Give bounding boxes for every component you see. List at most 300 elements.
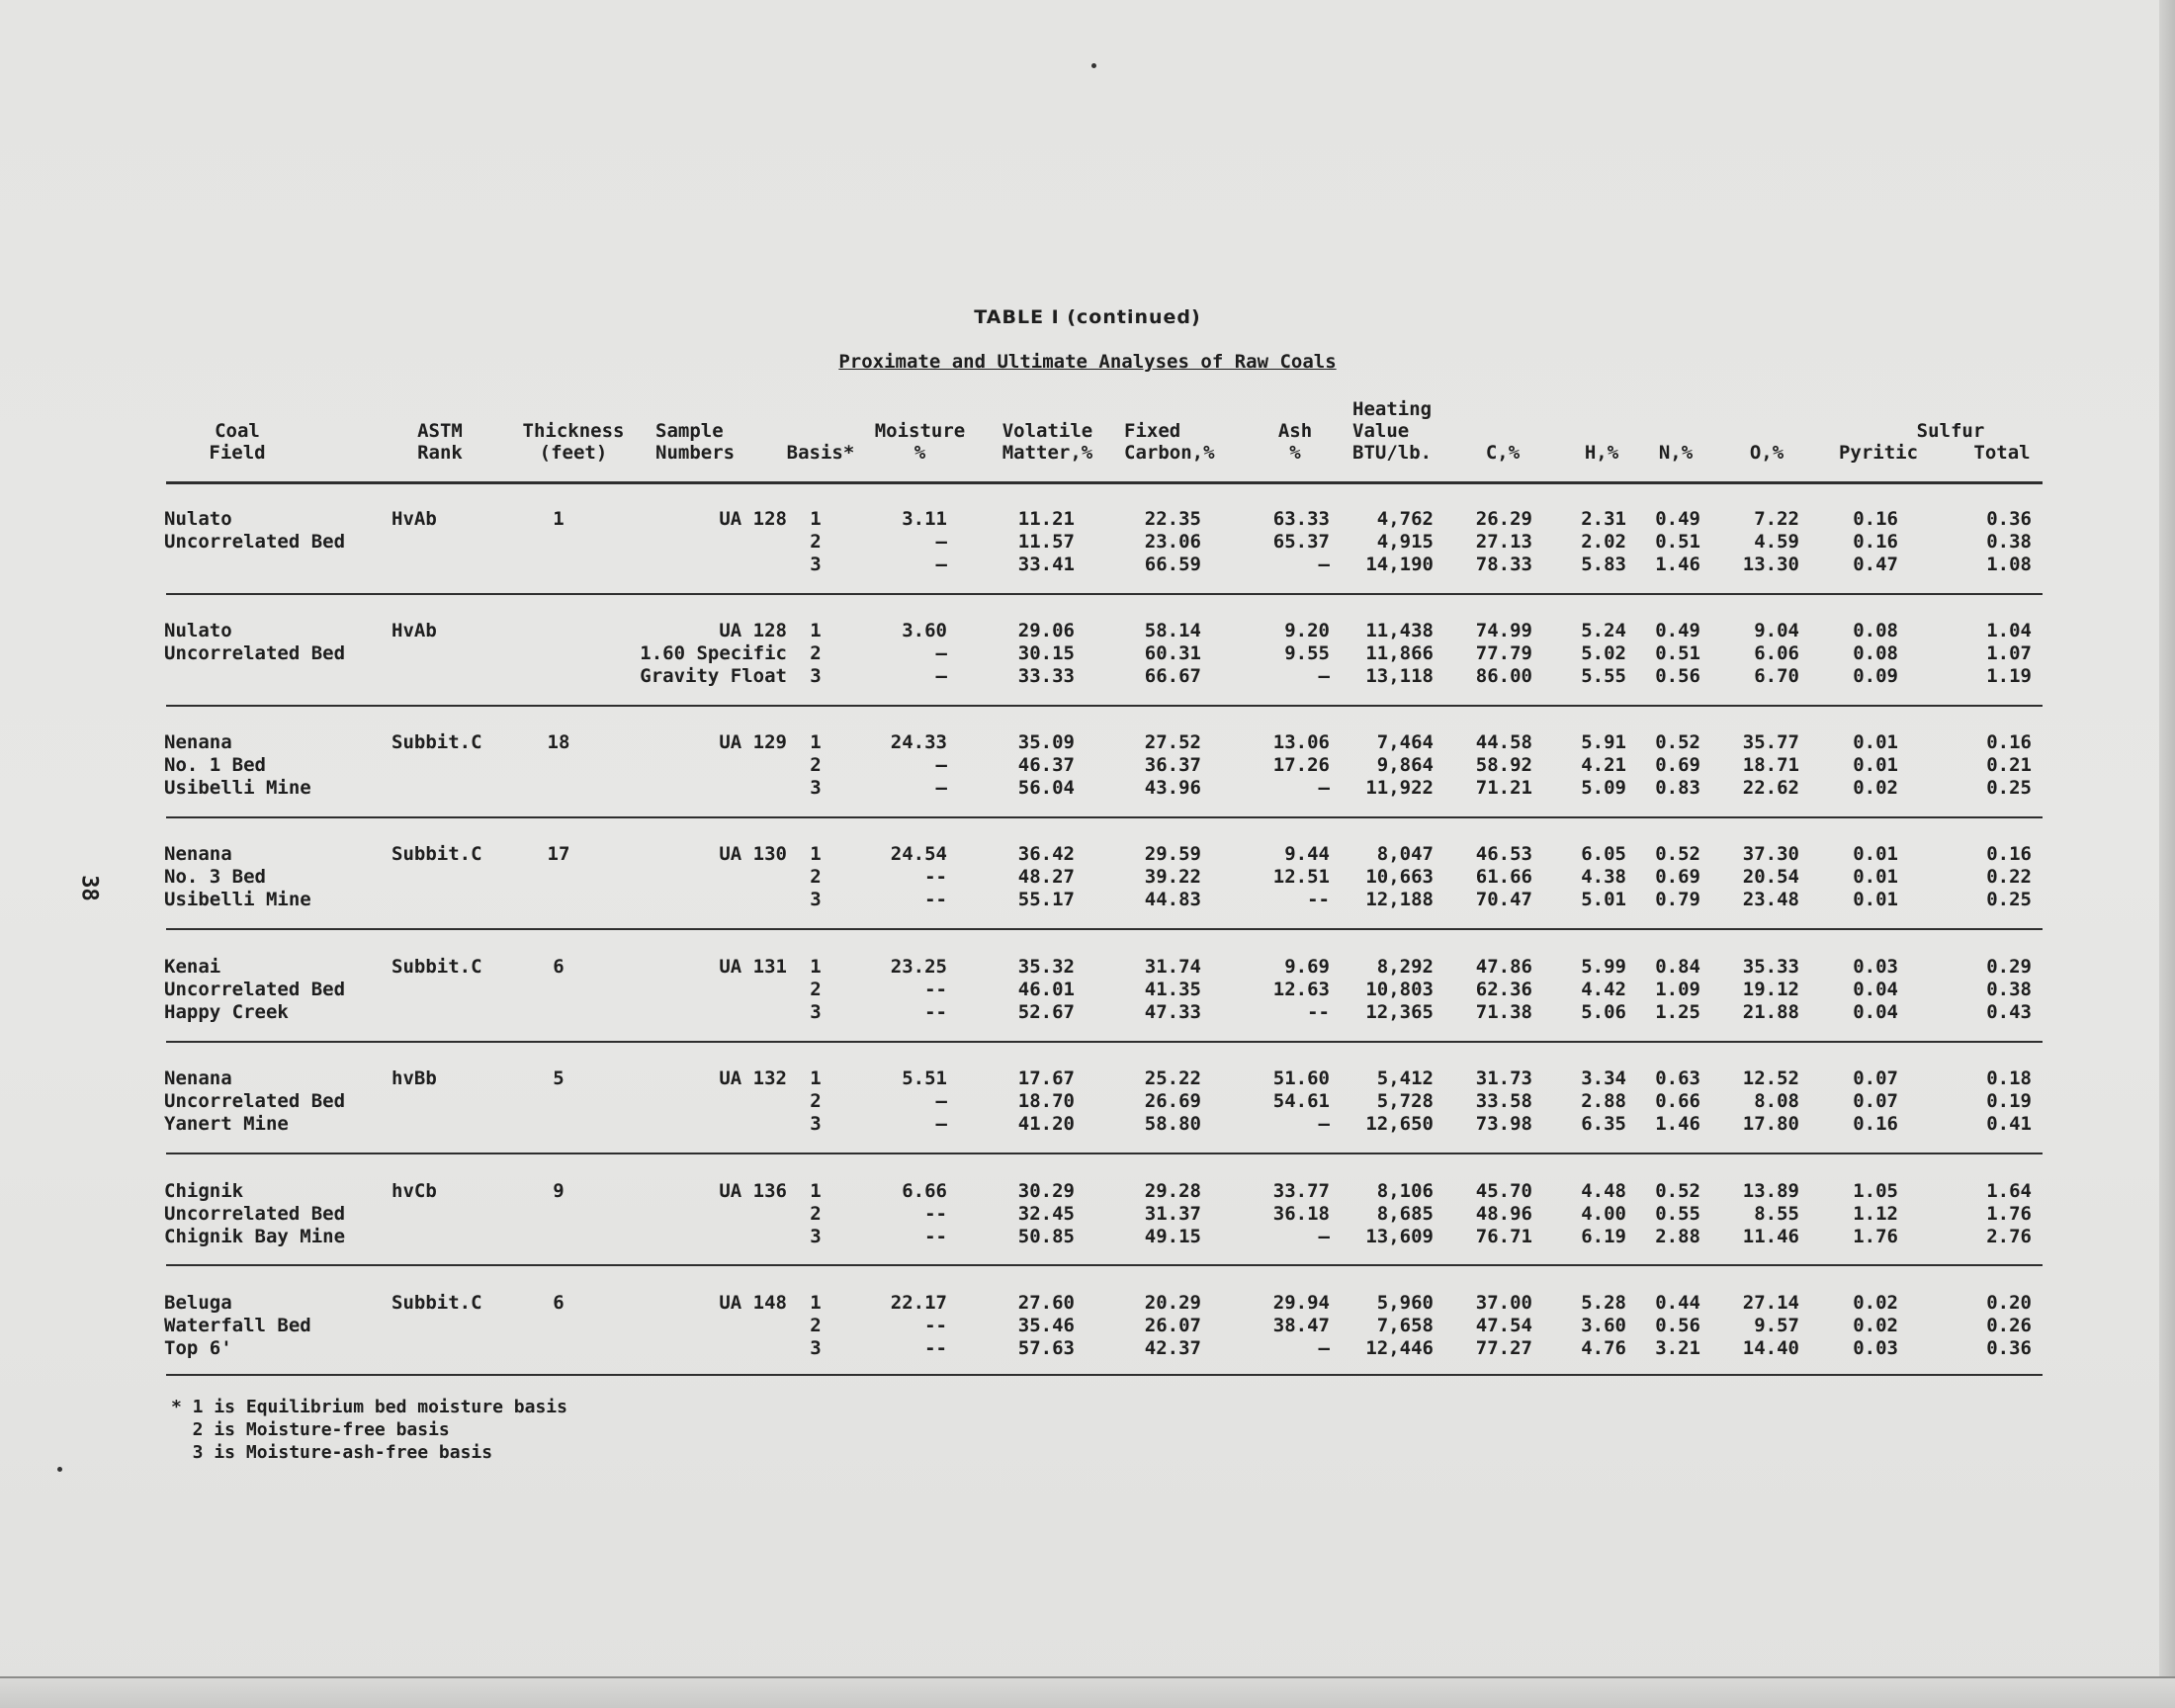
cell-n: 0.49 — [1655, 508, 1700, 530]
cell-ash: 9.69 — [1284, 956, 1330, 978]
cell-h: 3.34 — [1581, 1068, 1626, 1089]
cell-o: 13.89 — [1742, 1180, 1799, 1202]
cell-total: 0.38 — [1986, 979, 2032, 1000]
cell-fixed: 23.06 — [1144, 531, 1201, 553]
footnote-line: 2 is Moisture-free basis — [171, 1419, 450, 1440]
cell-ash: 13.06 — [1272, 731, 1330, 753]
cell-h: 6.35 — [1581, 1113, 1626, 1135]
group-rule — [166, 1374, 2043, 1376]
cell-pyritic: 0.07 — [1853, 1068, 1898, 1089]
header-rule — [166, 481, 2043, 484]
coal-field-line: Uncorrelated Bed — [164, 1090, 346, 1112]
coal-field-line: Uncorrelated Bed — [164, 531, 346, 553]
cell-pyritic: 0.01 — [1853, 754, 1898, 776]
cell-o: 9.57 — [1754, 1315, 1799, 1336]
sample-number-line: UA 131 — [719, 956, 787, 978]
cell-pyritic: 0.07 — [1853, 1090, 1898, 1112]
page-number: 38 — [76, 875, 102, 901]
cell-heating: 13,609 — [1365, 1226, 1434, 1247]
header-pyritic: Pyritic — [1838, 442, 1919, 464]
cell-volatile: 46.01 — [1017, 979, 1075, 1000]
cell-ash: — — [1318, 1226, 1330, 1247]
cell-fixed: 66.59 — [1144, 554, 1201, 575]
cell-n: 0.55 — [1655, 1203, 1700, 1225]
cell-basis: 3 — [810, 777, 822, 799]
cell-total: 1.07 — [1986, 642, 2032, 664]
cell-pyritic: 1.05 — [1853, 1180, 1898, 1202]
footnote — [171, 1396, 567, 1464]
cell-heating: 12,446 — [1365, 1337, 1434, 1359]
sample-number-line: UA 132 — [719, 1068, 787, 1089]
page-edge-right — [2159, 0, 2175, 1708]
cell-h: 6.05 — [1581, 843, 1626, 865]
cell-fixed: 49.15 — [1144, 1226, 1201, 1247]
cell-h: 5.28 — [1581, 1292, 1626, 1314]
cell-pyritic: 1.12 — [1853, 1203, 1898, 1225]
cell-volatile: 27.60 — [1017, 1292, 1075, 1314]
cell-fixed: 31.37 — [1144, 1203, 1201, 1225]
cell-fixed: 36.37 — [1144, 754, 1201, 776]
coal-field-line: Chignik Bay Mine — [164, 1226, 346, 1247]
cell-moisture: -- — [924, 1203, 947, 1225]
cell-basis: 3 — [810, 554, 822, 575]
cell-moisture: -- — [924, 979, 947, 1000]
cell-pyritic: 1.76 — [1853, 1226, 1898, 1247]
cell-o: 14.40 — [1742, 1337, 1799, 1359]
cell-ash: — — [1318, 1113, 1330, 1135]
cell-volatile: 48.27 — [1017, 866, 1075, 888]
cell-volatile: 11.21 — [1017, 508, 1075, 530]
cell-heating: 8,685 — [1376, 1203, 1434, 1225]
cell-h: 5.24 — [1581, 620, 1626, 641]
coal-field-line: Nenana — [164, 1068, 232, 1089]
header-c: C,% — [1485, 442, 1521, 464]
cell-basis: 1 — [810, 620, 822, 641]
group-rule — [166, 816, 2043, 818]
footnote-line: 3 is Moisture-ash-free basis — [171, 1442, 493, 1463]
cell-pyritic: 0.01 — [1853, 731, 1898, 753]
cell-basis: 3 — [810, 665, 822, 687]
coal-field-line: Beluga — [164, 1292, 232, 1314]
cell-h: 2.02 — [1581, 531, 1626, 553]
cell-fixed: 20.29 — [1144, 1292, 1201, 1314]
cell-h: 5.02 — [1581, 642, 1626, 664]
cell-heating: 11,438 — [1365, 620, 1434, 641]
table-subtitle: Proximate and Ultimate Analyses of Raw Coals — [838, 351, 1337, 373]
cell-moisture: — — [935, 665, 947, 687]
cell-n: 0.84 — [1655, 956, 1700, 978]
cell-ash: 38.47 — [1272, 1315, 1330, 1336]
cell-h: 3.60 — [1581, 1315, 1626, 1336]
sample-number-line: Gravity Float — [640, 665, 787, 687]
cell-h: 2.88 — [1581, 1090, 1626, 1112]
cell-volatile: 35.32 — [1017, 956, 1075, 978]
cell-ash: 65.37 — [1272, 531, 1330, 553]
astm-rank: Subbit.C — [392, 731, 482, 753]
cell-moisture: -- — [924, 1315, 947, 1336]
cell-h: 6.19 — [1581, 1226, 1626, 1247]
cell-heating: 7,658 — [1376, 1315, 1434, 1336]
cell-total: 0.21 — [1986, 754, 2032, 776]
cell-fixed: 44.83 — [1144, 889, 1201, 910]
thickness: 6 — [553, 956, 565, 978]
cell-ash: 12.63 — [1272, 979, 1330, 1000]
group-rule — [166, 1041, 2043, 1043]
cell-c: 33.58 — [1475, 1090, 1532, 1112]
cell-h: 4.00 — [1581, 1203, 1626, 1225]
cell-pyritic: 0.16 — [1853, 1113, 1898, 1135]
cell-h: 5.09 — [1581, 777, 1626, 799]
coal-field-line: Uncorrelated Bed — [164, 642, 346, 664]
cell-fixed: 26.69 — [1144, 1090, 1201, 1112]
header-moisture-1: Moisture — [874, 420, 966, 442]
cell-c: 46.53 — [1475, 843, 1532, 865]
cell-fixed: 47.33 — [1144, 1001, 1201, 1023]
cell-heating: 5,728 — [1376, 1090, 1434, 1112]
cell-ash: 17.26 — [1272, 754, 1330, 776]
cell-heating: 5,412 — [1376, 1068, 1434, 1089]
cell-volatile: 52.67 — [1017, 1001, 1075, 1023]
cell-n: 0.63 — [1655, 1068, 1700, 1089]
cell-c: 77.79 — [1475, 642, 1532, 664]
cell-basis: 1 — [810, 731, 822, 753]
cell-heating: 11,922 — [1365, 777, 1434, 799]
header-field-2: Field — [209, 442, 266, 464]
cell-o: 35.77 — [1742, 731, 1799, 753]
cell-volatile: 50.85 — [1017, 1226, 1075, 1247]
cell-basis: 2 — [810, 979, 822, 1000]
astm-rank: HvAb — [392, 508, 437, 530]
cell-volatile: 30.15 — [1017, 642, 1075, 664]
cell-volatile: 55.17 — [1017, 889, 1075, 910]
cell-basis: 1 — [810, 843, 822, 865]
cell-heating: 8,047 — [1376, 843, 1434, 865]
cell-basis: 3 — [810, 1113, 822, 1135]
cell-volatile: 17.67 — [1017, 1068, 1075, 1089]
cell-h: 4.42 — [1581, 979, 1626, 1000]
cell-total: 1.04 — [1986, 620, 2032, 641]
cell-moisture: 23.25 — [890, 956, 947, 978]
cell-c: 44.58 — [1475, 731, 1532, 753]
coal-field-line: Chignik — [164, 1180, 244, 1202]
cell-o: 4.59 — [1754, 531, 1799, 553]
cell-fixed: 22.35 — [1144, 508, 1201, 530]
cell-n: 1.25 — [1655, 1001, 1700, 1023]
header-heating-3: BTU/lb. — [1352, 442, 1433, 464]
cell-pyritic: 0.08 — [1853, 642, 1898, 664]
cell-heating: 8,106 — [1376, 1180, 1434, 1202]
cell-heating: 14,190 — [1365, 554, 1434, 575]
astm-rank: Subbit.C — [392, 843, 482, 865]
cell-o: 17.80 — [1742, 1113, 1799, 1135]
cell-c: 78.33 — [1475, 554, 1532, 575]
cell-pyritic: 0.02 — [1853, 777, 1898, 799]
header-volatile-2: Matter,% — [1001, 442, 1093, 464]
cell-fixed: 27.52 — [1144, 731, 1201, 753]
cell-pyritic: 0.01 — [1853, 866, 1898, 888]
cell-basis: 1 — [810, 1180, 822, 1202]
cell-moisture: 5.51 — [902, 1068, 947, 1089]
cell-total: 0.16 — [1986, 731, 2032, 753]
cell-moisture: — — [935, 554, 947, 575]
cell-basis: 3 — [810, 1226, 822, 1247]
cell-fixed: 58.80 — [1144, 1113, 1201, 1135]
header-fixed-1: Fixed — [1124, 420, 1181, 442]
cell-o: 8.08 — [1754, 1090, 1799, 1112]
cell-o: 22.62 — [1742, 777, 1799, 799]
cell-volatile: 41.20 — [1017, 1113, 1075, 1135]
cell-c: 58.92 — [1475, 754, 1532, 776]
cell-o: 27.14 — [1742, 1292, 1799, 1314]
cell-pyritic: 0.16 — [1853, 508, 1898, 530]
cell-o: 9.04 — [1754, 620, 1799, 641]
cell-volatile: 56.04 — [1017, 777, 1075, 799]
cell-c: 47.54 — [1475, 1315, 1532, 1336]
cell-fixed: 66.67 — [1144, 665, 1201, 687]
cell-n: 0.56 — [1655, 1315, 1700, 1336]
cell-moisture: -- — [924, 889, 947, 910]
cell-c: 71.38 — [1475, 1001, 1532, 1023]
cell-c: 73.98 — [1475, 1113, 1532, 1135]
astm-rank: Subbit.C — [392, 1292, 482, 1314]
cell-total: 0.22 — [1986, 866, 2032, 888]
cell-basis: 2 — [810, 642, 822, 664]
header-ash-2: % — [1289, 442, 1301, 464]
cell-ash: 9.55 — [1284, 642, 1330, 664]
group-rule — [166, 705, 2043, 707]
cell-pyritic: 0.02 — [1853, 1315, 1898, 1336]
coal-field-line: Top 6' — [164, 1337, 232, 1359]
cell-pyritic: 0.02 — [1853, 1292, 1898, 1314]
group-rule — [166, 928, 2043, 930]
cell-basis: 2 — [810, 754, 822, 776]
cell-ash: — — [1318, 554, 1330, 575]
cell-moisture: -- — [924, 1337, 947, 1359]
thickness: 6 — [553, 1292, 565, 1314]
cell-volatile: 57.63 — [1017, 1337, 1075, 1359]
cell-moisture: 24.33 — [890, 731, 947, 753]
cell-pyritic: 0.03 — [1853, 956, 1898, 978]
thickness: 9 — [553, 1180, 565, 1202]
speck — [1091, 63, 1096, 68]
cell-heating: 4,762 — [1376, 508, 1434, 530]
coal-field-line: Uncorrelated Bed — [164, 979, 346, 1000]
cell-volatile: 29.06 — [1017, 620, 1075, 641]
cell-h: 4.48 — [1581, 1180, 1626, 1202]
cell-total: 1.76 — [1986, 1203, 2032, 1225]
astm-rank: HvAb — [392, 620, 437, 641]
header-rank-2: Rank — [417, 442, 463, 464]
cell-heating: 12,365 — [1365, 1001, 1434, 1023]
cell-fixed: 29.28 — [1144, 1180, 1201, 1202]
cell-o: 13.30 — [1742, 554, 1799, 575]
cell-n: 1.46 — [1655, 1113, 1700, 1135]
table-title: TABLE I (continued) — [974, 306, 1201, 328]
header-h: H,% — [1584, 442, 1619, 464]
cell-h: 5.99 — [1581, 956, 1626, 978]
cell-n: 0.44 — [1655, 1292, 1700, 1314]
cell-h: 5.83 — [1581, 554, 1626, 575]
cell-volatile: 30.29 — [1017, 1180, 1075, 1202]
cell-heating: 11,866 — [1365, 642, 1434, 664]
cell-moisture: 3.60 — [902, 620, 947, 641]
cell-volatile: 11.57 — [1017, 531, 1075, 553]
cell-h: 5.06 — [1581, 1001, 1626, 1023]
cell-total: 0.29 — [1986, 956, 2032, 978]
cell-c: 31.73 — [1475, 1068, 1532, 1089]
cell-moisture: 3.11 — [902, 508, 947, 530]
cell-ash: 51.60 — [1272, 1068, 1330, 1089]
thickness: 5 — [553, 1068, 565, 1089]
cell-h: 4.38 — [1581, 866, 1626, 888]
cell-pyritic: 0.47 — [1853, 554, 1898, 575]
header-sulfur: Sulfur — [1916, 420, 1985, 442]
cell-c: 45.70 — [1475, 1180, 1532, 1202]
cell-o: 18.71 — [1742, 754, 1799, 776]
cell-o: 6.06 — [1754, 642, 1799, 664]
group-rule — [166, 1264, 2043, 1266]
cell-fixed: 43.96 — [1144, 777, 1201, 799]
cell-ash: 12.51 — [1272, 866, 1330, 888]
cell-total: 0.36 — [1986, 508, 2032, 530]
cell-n: 0.52 — [1655, 1180, 1700, 1202]
header-field-1: Coal — [215, 420, 260, 442]
header-moisture-2: % — [914, 442, 926, 464]
sample-number-line: UA 130 — [719, 843, 787, 865]
header-thickness-1: Thickness — [522, 420, 625, 442]
sample-number-line: UA 128 — [719, 508, 787, 530]
cell-n: 1.09 — [1655, 979, 1700, 1000]
cell-basis: 1 — [810, 1068, 822, 1089]
cell-n: 2.88 — [1655, 1226, 1700, 1247]
cell-basis: 2 — [810, 1203, 822, 1225]
page-edge-bottom — [0, 1676, 2175, 1708]
cell-basis: 2 — [810, 866, 822, 888]
astm-rank: Subbit.C — [392, 956, 482, 978]
cell-heating: 10,663 — [1365, 866, 1434, 888]
coal-field-line: Usibelli Mine — [164, 777, 311, 799]
cell-moisture: — — [935, 754, 947, 776]
cell-basis: 1 — [810, 508, 822, 530]
cell-o: 35.33 — [1742, 956, 1799, 978]
cell-c: 70.47 — [1475, 889, 1532, 910]
cell-basis: 2 — [810, 1090, 822, 1112]
cell-ash: — — [1318, 665, 1330, 687]
cell-total: 0.25 — [1986, 777, 2032, 799]
cell-ash: 63.33 — [1272, 508, 1330, 530]
cell-h: 4.21 — [1581, 754, 1626, 776]
cell-moisture: -- — [924, 1001, 947, 1023]
header-total: Total — [1973, 442, 2031, 464]
header-sample-1: Sample — [655, 420, 724, 442]
cell-fixed: 26.07 — [1144, 1315, 1201, 1336]
cell-n: 1.46 — [1655, 554, 1700, 575]
coal-field-line: No. 3 Bed — [164, 866, 266, 888]
cell-n: 0.52 — [1655, 731, 1700, 753]
cell-fixed: 29.59 — [1144, 843, 1201, 865]
thickness: 17 — [547, 843, 570, 865]
cell-fixed: 60.31 — [1144, 642, 1201, 664]
coal-field-line: Nulato — [164, 508, 232, 530]
cell-h: 5.55 — [1581, 665, 1626, 687]
coal-field-line: No. 1 Bed — [164, 754, 266, 776]
cell-basis: 1 — [810, 1292, 822, 1314]
cell-moisture: — — [935, 642, 947, 664]
cell-ash: — — [1318, 777, 1330, 799]
header-basis: Basis* — [786, 442, 855, 464]
thickness: 1 — [553, 508, 565, 530]
cell-heating: 8,292 — [1376, 956, 1434, 978]
cell-c: 62.36 — [1475, 979, 1532, 1000]
cell-ash: -- — [1307, 1001, 1330, 1023]
cell-n: 0.79 — [1655, 889, 1700, 910]
cell-pyritic: 0.08 — [1853, 620, 1898, 641]
cell-n: 0.66 — [1655, 1090, 1700, 1112]
cell-heating: 5,960 — [1376, 1292, 1434, 1314]
cell-pyritic: 0.04 — [1853, 979, 1898, 1000]
cell-total: 0.41 — [1986, 1113, 2032, 1135]
coal-field-line: Nulato — [164, 620, 232, 641]
coal-field-line: Kenai — [164, 956, 221, 978]
cell-c: 48.96 — [1475, 1203, 1532, 1225]
cell-volatile: 46.37 — [1017, 754, 1075, 776]
cell-pyritic: 0.03 — [1853, 1337, 1898, 1359]
cell-basis: 3 — [810, 889, 822, 910]
astm-rank: hvCb — [392, 1180, 437, 1202]
cell-h: 4.76 — [1581, 1337, 1626, 1359]
coal-field-line: Uncorrelated Bed — [164, 1203, 346, 1225]
cell-c: 76.71 — [1475, 1226, 1532, 1247]
sample-number-line: 1.60 Specific — [640, 642, 787, 664]
sample-number-line: UA 129 — [719, 731, 787, 753]
cell-moisture: 22.17 — [890, 1292, 947, 1314]
cell-o: 11.46 — [1742, 1226, 1799, 1247]
group-rule — [166, 1153, 2043, 1154]
cell-volatile: 35.09 — [1017, 731, 1075, 753]
cell-c: 47.86 — [1475, 956, 1532, 978]
cell-pyritic: 0.01 — [1853, 889, 1898, 910]
header-n: N,% — [1658, 442, 1694, 464]
group-rule — [166, 593, 2043, 595]
cell-ash: 54.61 — [1272, 1090, 1330, 1112]
header-volatile-1: Volatile — [1001, 420, 1093, 442]
cell-o: 23.48 — [1742, 889, 1799, 910]
cell-volatile: 33.41 — [1017, 554, 1075, 575]
cell-o: 8.55 — [1754, 1203, 1799, 1225]
coal-field-line: Yanert Mine — [164, 1113, 289, 1135]
sample-number-line: UA 136 — [719, 1180, 787, 1202]
cell-heating: 7,464 — [1376, 731, 1434, 753]
sample-number-line: UA 128 — [719, 620, 787, 641]
header-o: O,% — [1749, 442, 1784, 464]
cell-ash: 33.77 — [1272, 1180, 1330, 1202]
header-rank-1: ASTM — [417, 420, 463, 442]
cell-basis: 2 — [810, 531, 822, 553]
cell-pyritic: 0.09 — [1853, 665, 1898, 687]
cell-heating: 10,803 — [1365, 979, 1434, 1000]
cell-total: 0.18 — [1986, 1068, 2032, 1089]
cell-fixed: 42.37 — [1144, 1337, 1201, 1359]
cell-ash: 36.18 — [1272, 1203, 1330, 1225]
cell-ash: 9.20 — [1284, 620, 1330, 641]
cell-fixed: 31.74 — [1144, 956, 1201, 978]
cell-pyritic: 0.16 — [1853, 531, 1898, 553]
cell-fixed: 41.35 — [1144, 979, 1201, 1000]
cell-moisture: — — [935, 1090, 947, 1112]
cell-n: 0.49 — [1655, 620, 1700, 641]
cell-h: 2.31 — [1581, 508, 1626, 530]
cell-o: 20.54 — [1742, 866, 1799, 888]
